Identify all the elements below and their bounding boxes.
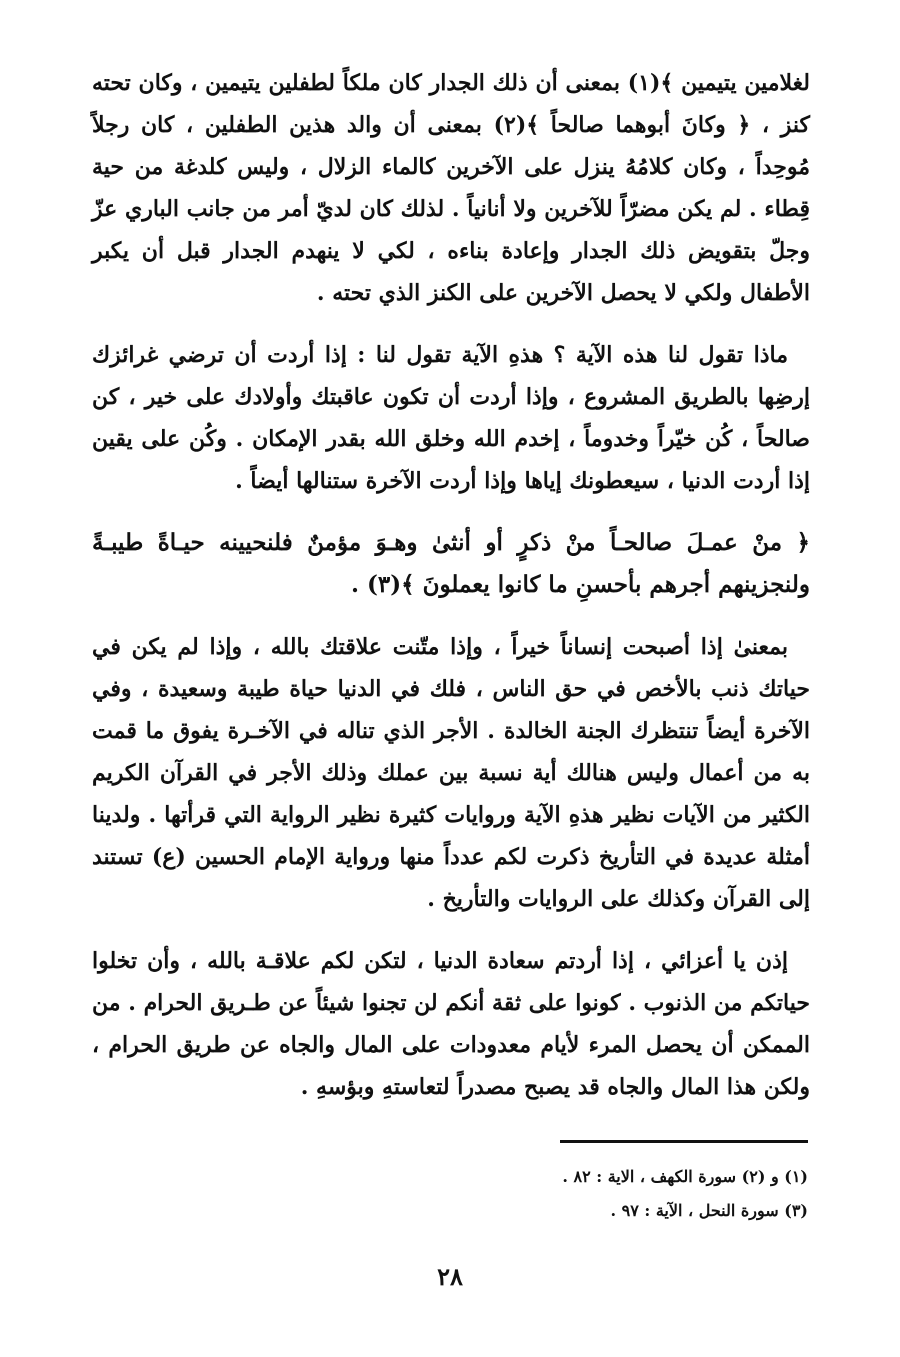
paragraph-meaning: بمعنىٰ إذا أصبحت إنساناً خيراً ، وإذا متّنت علاقتك بالله ، وإذا لم يكن في حياتك ذنب بالأخص في حق الناس ، فلك في الدنيا حياة طيبة وسعيدة ، وفي الآخرة أيضاً تنتظرك الجنة الخالدة . الأجر الذي تناله في الآخـرة يفوق ما قمت به من أعمال وليس هنالك أية نسبة بين عملك وذلك الأجر في القرآن الكريم الكثير من الآيات نظير هذهِ الآية وروايات كثيرة نظير الرواية التي قرأتها . ولدينا أمثلة عديدة في التأريخ ذكرت لكم عدداً منها ورواية الإمام الحسين (ع) تستند إلى القرآن وكذلك على الروايات والتأريخ . <box>92 634 810 912</box>
footnote-divider <box>560 1140 808 1143</box>
paragraph-continuation: لغلامين يتيمين ﴾(١) بمعنى أن ذلك الجدار كان ملكاً لطفلين يتيمين ، وكان تحته كنز ، ﴿ وكانَ أبوهما صالحاً ﴾(٢) بمعنى أن والد هذين الطفلين ، كان رجلاً مُوحِداً ، وكان كلامُهُ ينزل على الآخرين كالماء الزلال ، وليس كلدغة من حية قِطاء . لم يكن مضرّاً للآخرين ولا أنانياً . لذلك كان لديّ أمر من جانب الباري عزّ وجلّ بتقويض ذلك الجدار وإعادة بناءه ، لكي لا ينهدم الجدار قبل أن يكبر الأطفال ولكي لا يحصل الآخرين على الكنز الذي تحته . <box>92 70 810 306</box>
page-number: ٢٨ <box>437 1262 463 1291</box>
footnotes <box>400 1160 808 1228</box>
quran-verse: ﴿ منْ عمـلَ صالحـاً منْ ذكرٍ أو أنثىٰ وهـوَ مؤمنٌ فلنحيينه حيـاةً طيبـةً ولنجزينهم أجرهم بأحسنِ ما كانوا يعملونَ ﴾(٣) . <box>92 529 810 598</box>
paragraph-conclusion: إذن يا أعزائي ، إذا أردتم سعادة الدنيا ، لتكن لكم علاقـة بالله ، وأن تخلوا حياتكم من الذنوب . كونوا على ثقة أنكم لن تجنوا شيئاً عن طـريق الحرام . من الممكن أن يحصل المرء لأيام معدودات على المال والجاه عن طريق الحرام ، ولكن هذا المال والجاه قد يصبح مصدراً لتعاستهِ وبؤسهِ . <box>92 948 811 1100</box>
main-text <box>92 62 810 1128</box>
paragraph-verse-explanation: ماذا تقول لنا هذه الآية ؟ هذهِ الآية تقول لنا : إذا أردت أن ترضي غرائزك إرضِها بالطريق المشروع ، وإذا أردت أن تكون عاقبتك وأولادك على خير ، كن صالحاً ، كُن خيّراً وخدوماً ، إخدم الله وخلق الله بقدر الإمكان . وكُن على يقين إذا أردت الدنيا ، سيعطونك إياها وإذا أردت الآخرة ستنالها أيضاً . <box>92 342 810 494</box>
footnote-1-2: (١) و (٢) سورة الكهف ، الاية : ٨٢ . <box>562 1167 808 1186</box>
footnote-3: (٣) سورة النحل ، الآية : ٩٧ . <box>610 1201 808 1220</box>
